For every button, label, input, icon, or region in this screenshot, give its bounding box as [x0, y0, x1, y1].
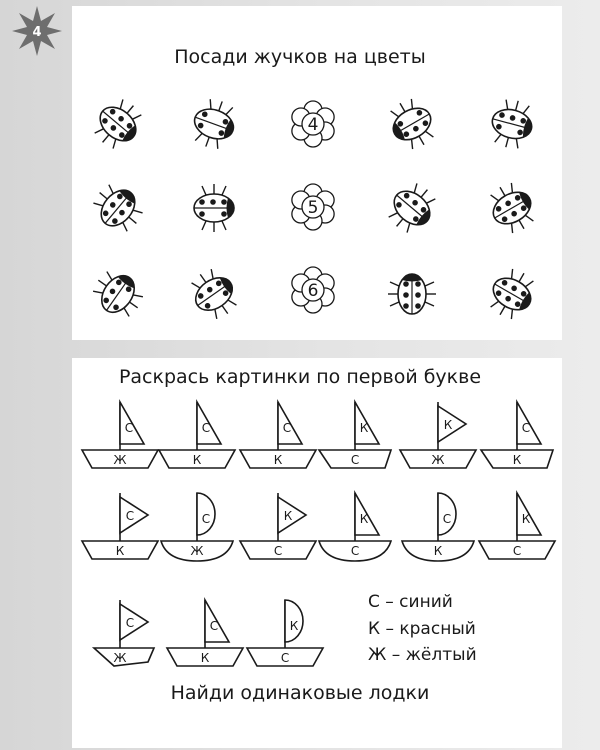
boat-icon	[402, 493, 474, 561]
boat-icon	[82, 402, 158, 468]
ladybug-icon	[486, 96, 537, 153]
ladybug-icon	[187, 95, 241, 154]
sail-letter: С	[201, 512, 211, 526]
sail-letter: К	[443, 418, 453, 432]
page-number: 4	[32, 25, 42, 40]
hull-letter: Ж	[113, 453, 127, 467]
flower-icon	[292, 101, 334, 147]
sail-letter: К	[283, 509, 293, 523]
boat-icon	[167, 600, 243, 666]
sail-letter: К	[521, 512, 531, 526]
sail-letter: С	[282, 421, 292, 435]
hull-letter: С	[512, 544, 522, 558]
flower-number: 6	[307, 281, 319, 301]
ladybug-icon	[483, 177, 542, 239]
ladybug-icon	[87, 177, 149, 238]
ladybug-icon	[381, 177, 442, 239]
hull-letter: С	[350, 544, 360, 558]
sail-letter: С	[442, 512, 452, 526]
hull-letter: К	[512, 453, 522, 467]
hull-letter: К	[273, 453, 283, 467]
hull-letter: Ж	[190, 544, 204, 558]
sail-letter: С	[209, 619, 219, 633]
boat-icon	[479, 493, 555, 559]
legend-blue: С – синий	[368, 592, 453, 612]
boat-icon	[319, 402, 391, 468]
boat-icon	[161, 493, 233, 561]
hull-letter: К	[200, 651, 210, 665]
boat-icon	[159, 402, 235, 468]
hull-letter: С	[273, 544, 283, 558]
sail-letter: К	[359, 421, 369, 435]
sail-letter: С	[125, 509, 135, 523]
legend-red: К – красный	[368, 619, 476, 639]
legend-yellow: Ж – жёлтый	[368, 645, 477, 665]
hull-letter: С	[280, 651, 290, 665]
ladybug-icon	[184, 263, 244, 325]
hull-letter: С	[350, 453, 360, 467]
hull-letter: Ж	[113, 651, 127, 665]
sail-letter: К	[359, 512, 369, 526]
ladybug-icon	[483, 263, 542, 325]
hull-letter: К	[192, 453, 202, 467]
boat-icon	[94, 600, 154, 666]
flower-number: 4	[307, 115, 319, 135]
hull-letter: К	[115, 544, 125, 558]
sail-letter: С	[521, 421, 531, 435]
boat-exercise-title: Раскрась картинки по первой букве	[118, 366, 482, 388]
boat-icon	[240, 493, 316, 559]
ladybug-exercise-title: Посади жучков на цветы	[174, 46, 426, 68]
boat-icon	[82, 493, 158, 559]
ladybug-icon	[87, 264, 149, 324]
boat-icon	[319, 493, 391, 561]
flower-number: 5	[307, 198, 319, 218]
sail-letter: С	[125, 616, 135, 630]
flower-icon	[292, 184, 334, 230]
boat-icon	[481, 402, 553, 468]
hull-letter: Ж	[431, 453, 445, 467]
ladybug-icon	[194, 184, 234, 232]
boat-icon	[240, 402, 316, 468]
flower-icon	[292, 267, 334, 313]
sail-letter: С	[201, 421, 211, 435]
hull-letter: К	[433, 544, 443, 558]
sail-letter: К	[289, 619, 299, 633]
sail-letter: С	[124, 421, 134, 435]
find-same-boats-title: Найди одинаковые лодки	[170, 682, 430, 704]
boat-icon	[400, 402, 476, 468]
ladybug-icon	[87, 93, 148, 155]
boat-icon	[247, 600, 323, 666]
ladybug-icon	[383, 93, 442, 155]
ladybug-icon	[388, 274, 436, 314]
